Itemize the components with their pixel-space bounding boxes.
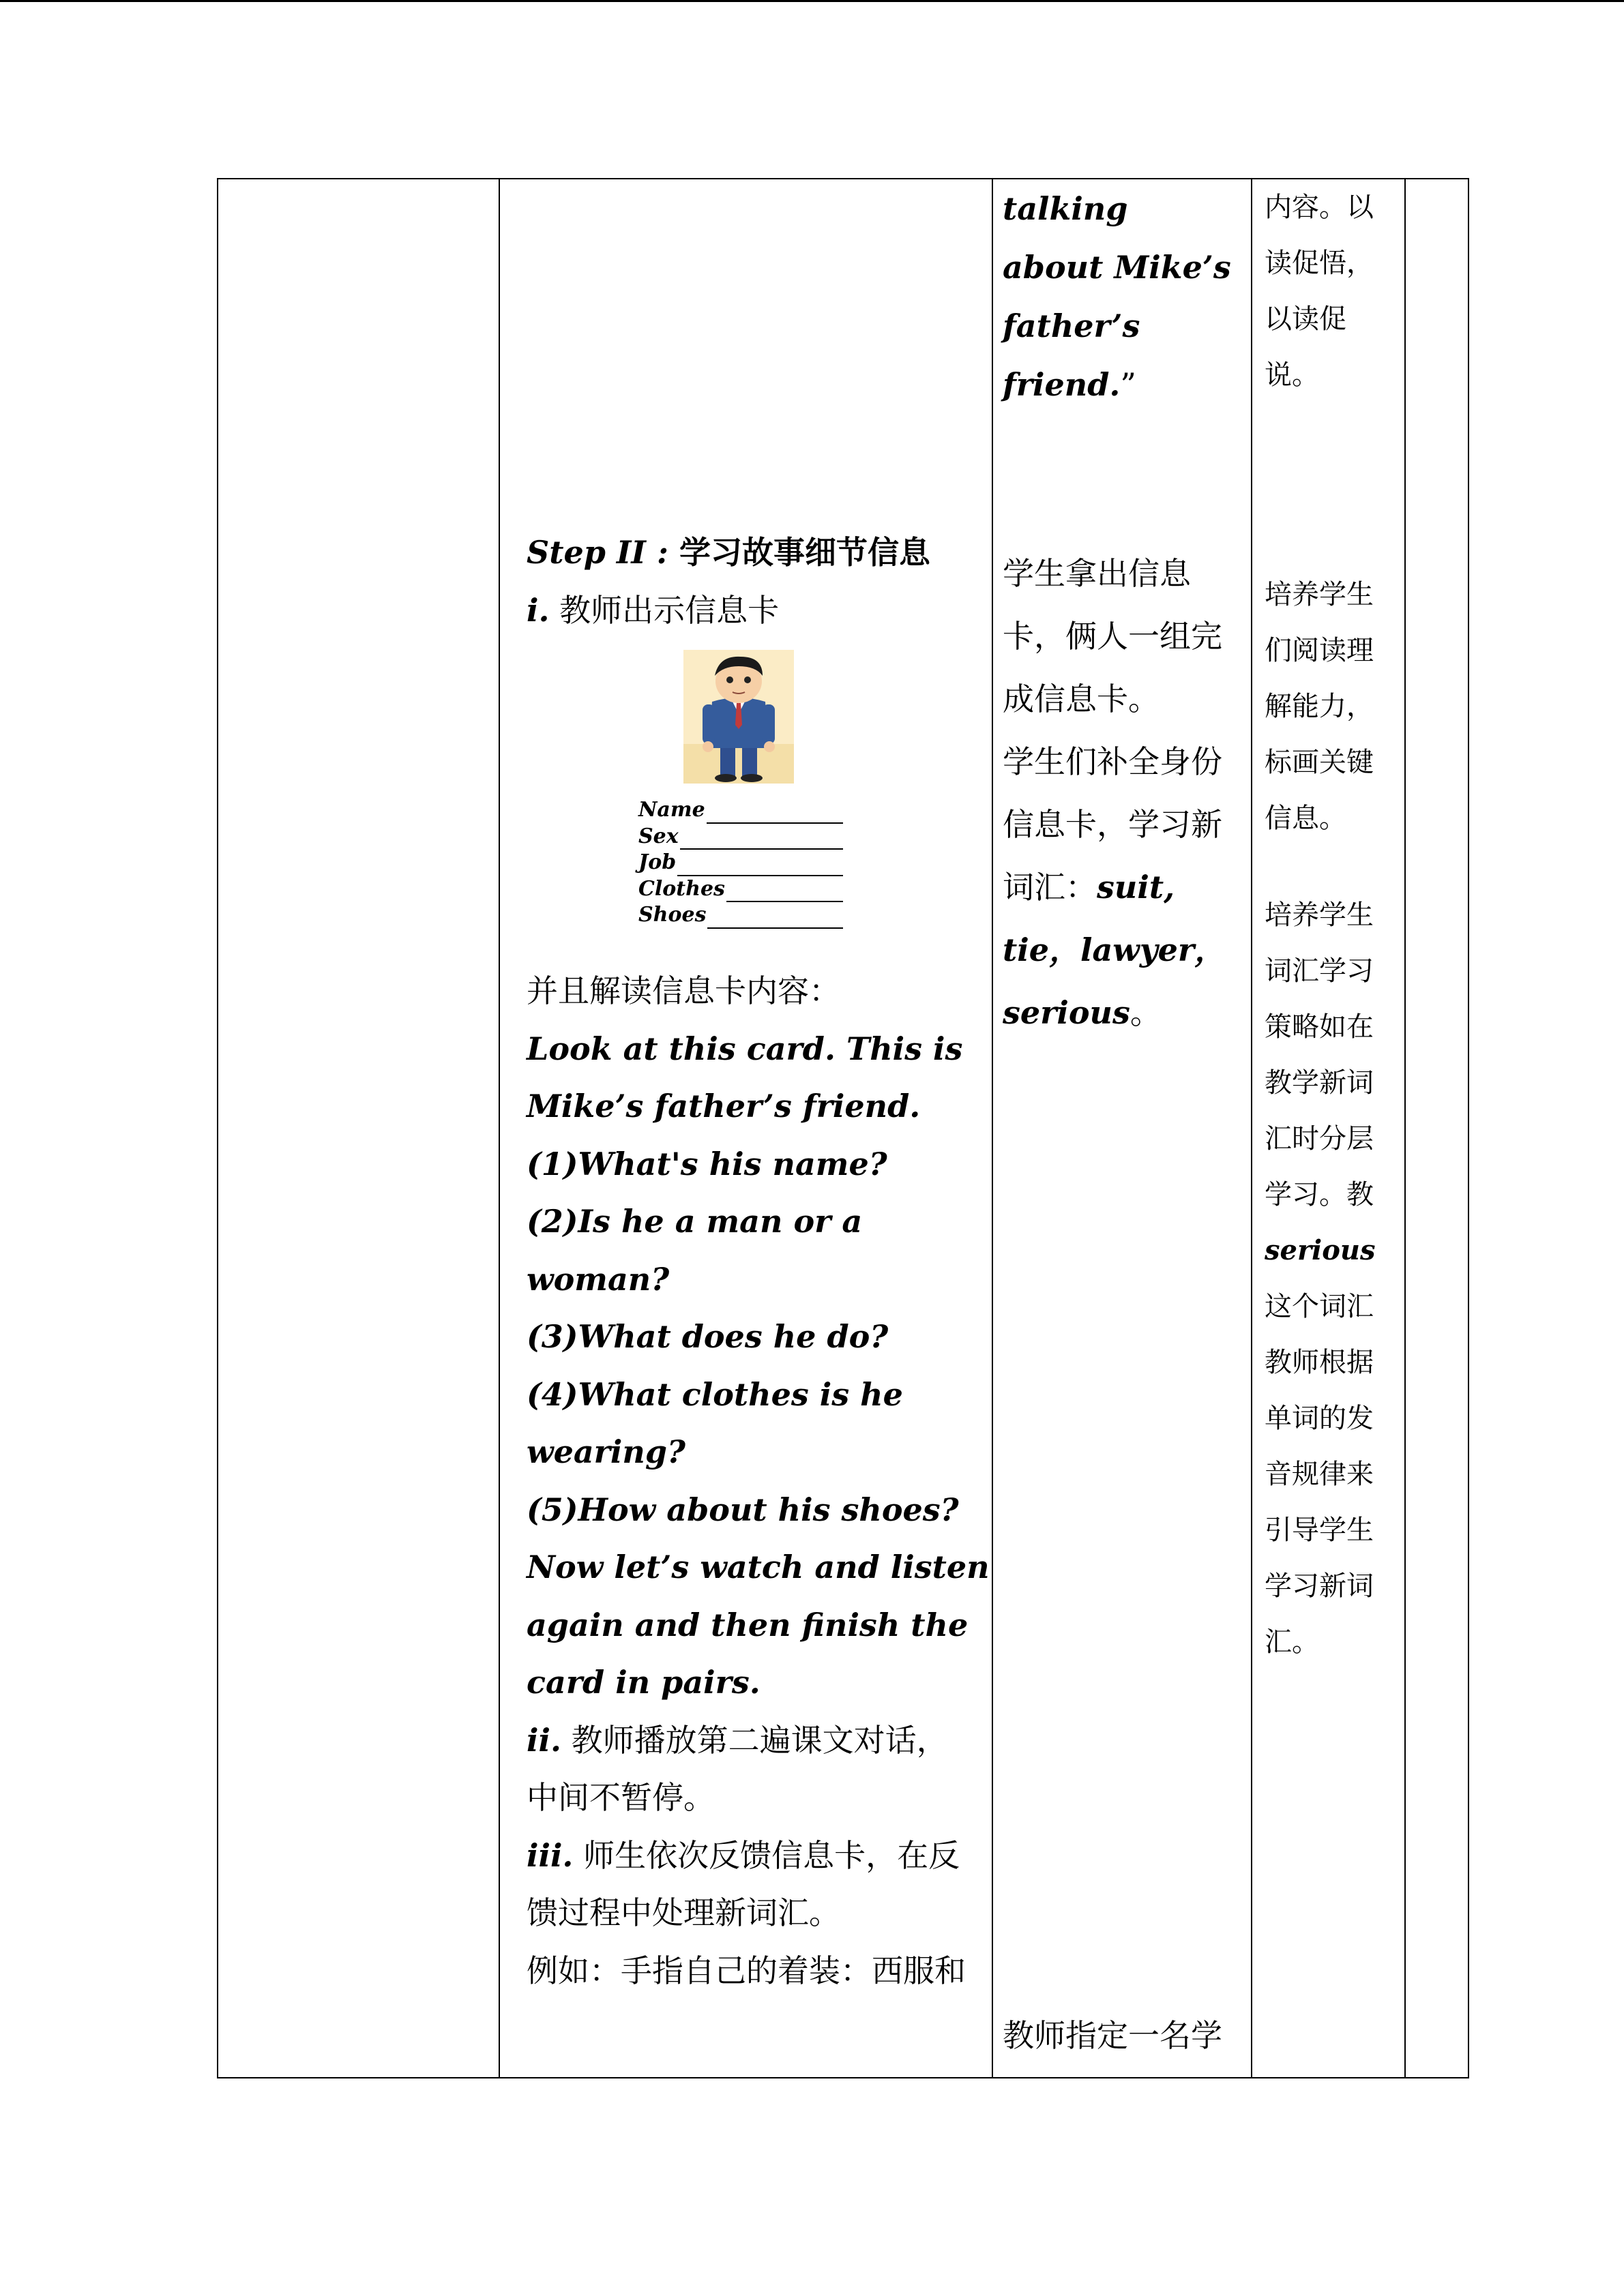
sub-step-ii [527,1712,996,1770]
intent-line: 内容。以 [1265,192,1374,223]
teacher-activity-cell [515,179,996,2077]
student-line: 信息卡，学习新 [1003,806,1222,843]
card-field-label: Sex [638,824,679,848]
intent-line: 解能力， [1265,691,1374,722]
student-bottom-line: 教师指定一名学 [1003,2017,1222,2054]
card-field-blank [680,828,843,850]
sub-step-iii [527,1827,996,1885]
vocab-line [1003,856,1252,919]
english-line: card in pairs. [527,1664,761,1701]
card-field-shoes [638,902,843,929]
vocab-prefix: 词汇： [1003,869,1097,906]
sub-step-i-text: 教师出示信息卡 [559,591,780,629]
student-top-line: father’s [1003,308,1140,344]
step-separator: : [645,534,679,571]
vocab-end: 。 [1130,994,1162,1031]
card-field-sex [638,824,843,850]
intent-line: 学习。教 [1265,1179,1374,1210]
english-line: (5)How about his shoes? [527,1491,959,1528]
lesson-plan-table [217,178,1469,2078]
card-field-label: Job [638,850,677,874]
sub-step-iii-text: 师生依次反馈信息卡，在反 [583,1836,960,1874]
sub-step-i-label: i. [527,591,550,629]
intent-line: 音规律来 [1265,1459,1374,1490]
lawyer-illustration [638,648,843,792]
step-title: 学习故事细节信息 [679,534,930,571]
intent-line: 读促悟， [1265,248,1374,279]
example-text: 例如：手指自己的着装：西服和 [527,1952,966,1989]
intent-line: 汇。 [1265,1626,1319,1658]
page-top-border [0,0,1624,2]
intent-line: 单词的发 [1265,1403,1374,1434]
student-top-line: about Mike’s [1003,249,1231,286]
intent-line: 词汇学习 [1265,955,1374,987]
english-line: again and then finish the [527,1606,969,1643]
english-line: (2)Is he a man or a [527,1203,863,1240]
intent-line: 标画关键 [1265,747,1374,778]
vocab-word: suit, [1097,869,1175,906]
vocab-line: tie，lawyer， [1003,931,1226,968]
intent-line: 以读促 [1265,303,1346,335]
english-line: Mike’s father’s friend. [527,1088,921,1124]
student-line: 卡，俩人一组完 [1003,618,1222,655]
info-card-fields [638,797,843,929]
english-line: wearing? [527,1433,685,1470]
card-field-clothes [638,876,843,903]
column-divider [499,179,500,2077]
card-field-blank [726,880,843,902]
design-intent-cell [1251,179,1401,2077]
sub-step-ii-text-cont: 中间不暂停。 [527,1779,715,1816]
student-top-line [1003,355,1252,414]
intent-line: 学习新词 [1265,1570,1374,1602]
intent-line: 说。 [1265,359,1319,391]
sub-step-ii-text: 教师播放第二遍课文对话， [571,1721,948,1759]
sub-step-i [527,582,996,640]
intent-line: 教学新词 [1265,1067,1374,1099]
intent-line: 们阅读理 [1265,635,1374,666]
vocab-word: serious [1003,994,1130,1031]
english-line: Now let’s watch and listen [527,1549,990,1585]
sub-step-ii-label: ii. [527,1721,561,1759]
english-line: (3)What does he do? [527,1318,889,1355]
read-card-text: 并且解读信息卡内容： [527,972,840,1009]
card-field-blank [707,802,843,824]
student-line: 成信息卡。 [1003,681,1160,717]
card-field-label: Shoes [638,903,707,927]
student-top-word: friend. [1003,366,1121,403]
english-line: (4)What clothes is he [527,1375,903,1413]
student-top-line: talking [1003,190,1128,227]
intent-line: 教师根据 [1265,1347,1374,1378]
sub-step-iii-text-cont: 馈过程中处理新词汇。 [527,1894,840,1931]
closing-quote: ” [1120,366,1136,403]
english-line: Look at this card. This is [527,1030,963,1067]
intent-keyword: serious [1265,1234,1376,1266]
student-line: 学生拿出信息 [1003,555,1191,592]
column-divider [1404,179,1406,2077]
intent-line: 培养学生 [1265,579,1374,610]
intent-line: 这个词汇 [1265,1291,1374,1322]
card-field-label: Name [638,798,705,822]
card-field-name [638,797,843,824]
step-heading [527,524,996,582]
english-line: (1)What's his name? [527,1145,887,1182]
vocab-line [1003,981,1252,1044]
card-field-blank [707,907,843,929]
card-field-label: Clothes [638,876,725,901]
student-line: 学生们补全身份 [1003,743,1222,780]
card-field-job [638,850,843,876]
english-line: woman? [527,1260,670,1298]
info-card-figure [638,648,843,935]
intent-line: 培养学生 [1265,899,1374,931]
intent-line: 信息。 [1265,803,1346,834]
student-activity-cell [993,179,1252,2077]
sub-step-iii-label: iii. [527,1836,574,1874]
intent-line: 汇时分层 [1265,1123,1374,1154]
card-field-blank [677,854,843,876]
intent-line: 引导学生 [1265,1515,1374,1546]
intent-line: 策略如在 [1265,1011,1374,1043]
step-label: Step II [527,534,646,571]
